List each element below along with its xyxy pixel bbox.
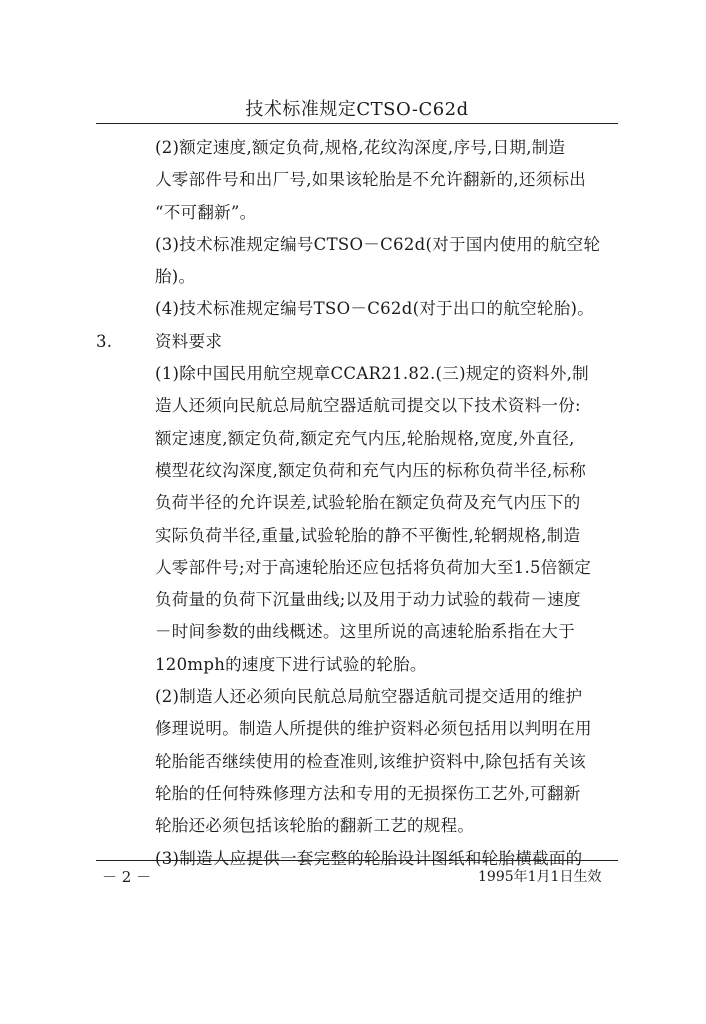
- text-line: “不可翻新”。: [155, 202, 257, 222]
- text-line: (3)技术标准规定编号CTSO－C62d(对于国内使用的航空轮: [155, 234, 601, 254]
- text-line: (2)额定速度,额定负荷,规格,花纹沟深度,序号,日期,制造: [155, 138, 566, 157]
- text-line: 造人还须向民航总局航空器适航司提交以下技术资料一份:: [155, 396, 581, 416]
- paragraph-item-4: [96, 293, 626, 325]
- text-line: 轮胎能否继续使用的检查准则,该维护资料中,除包括有关该: [155, 751, 587, 771]
- paragraph-item-3: [96, 229, 626, 294]
- section-number: 3.: [96, 331, 113, 351]
- text-line: 人零部件号和出厂号,如果该轮胎是不允许翻新的,还须标出: [155, 170, 587, 190]
- header-divider: [96, 123, 618, 124]
- text-line: (1)除中国民用航空规章CCAR21.82.(三)规定的资料外,制: [155, 364, 589, 384]
- section-heading: [96, 326, 626, 358]
- paragraph-sec3-item-2: [96, 681, 626, 842]
- text-line: 实际负荷半径,重量,试验轮胎的静不平衡性,轮辋规格,制造: [155, 525, 581, 545]
- text-line: 轮胎还必须包括该轮胎的翻新工艺的规程。: [155, 816, 475, 836]
- text-line: 负荷量的负荷下沉量曲线;以及用于动力试验的载荷－速度: [155, 590, 581, 610]
- paragraph-sec3-item-1: [96, 358, 626, 681]
- document-body: [96, 132, 626, 875]
- page-number: － 2 －: [102, 868, 152, 886]
- text-line: 人零部件号;对于高速轮胎还应包括将负荷加大至1.5倍额定: [155, 557, 592, 577]
- text-line: (2)制造人还必须向民航总局航空器适航司提交适用的维护: [155, 687, 583, 707]
- effective-date: 1995年1月1日生效: [478, 869, 602, 885]
- text-line: 胎)。: [155, 267, 196, 287]
- paragraph-item-2: [96, 132, 626, 229]
- text-line: 120mph的速度下进行试验的轮胎。: [155, 654, 427, 674]
- text-line: 修理说明。制造人所提供的维护资料必须包括用以判明在用: [155, 719, 592, 739]
- text-line: －时间参数的曲线概述。这里所说的高速轮胎系指在大于: [155, 622, 575, 642]
- text-line: 额定速度,额定负荷,额定充气内压,轮胎规格,宽度,外直径,: [155, 428, 575, 448]
- footer-divider: [96, 860, 618, 861]
- section-title: 资料要求: [155, 331, 223, 351]
- text-line: (4)技术标准规定编号TSO－C62d(对于出口的航空轮胎)。: [155, 299, 595, 319]
- text-line: 负荷半径的允许误差,试验轮胎在额定负荷及充气内压下的: [155, 493, 581, 513]
- text-line: 轮胎的任何特殊修理方法和专用的无损探伤工艺外,可翻新: [155, 783, 581, 803]
- text-line: (3)制造人应提供一套完整的轮胎设计图纸和轮胎横截面的: [155, 848, 583, 868]
- text-line: 模型花纹沟深度,额定负荷和充气内压的标称负荷半径,标称: [155, 460, 587, 480]
- page-header-title: 技术标准规定CTSO-C62d: [245, 99, 469, 120]
